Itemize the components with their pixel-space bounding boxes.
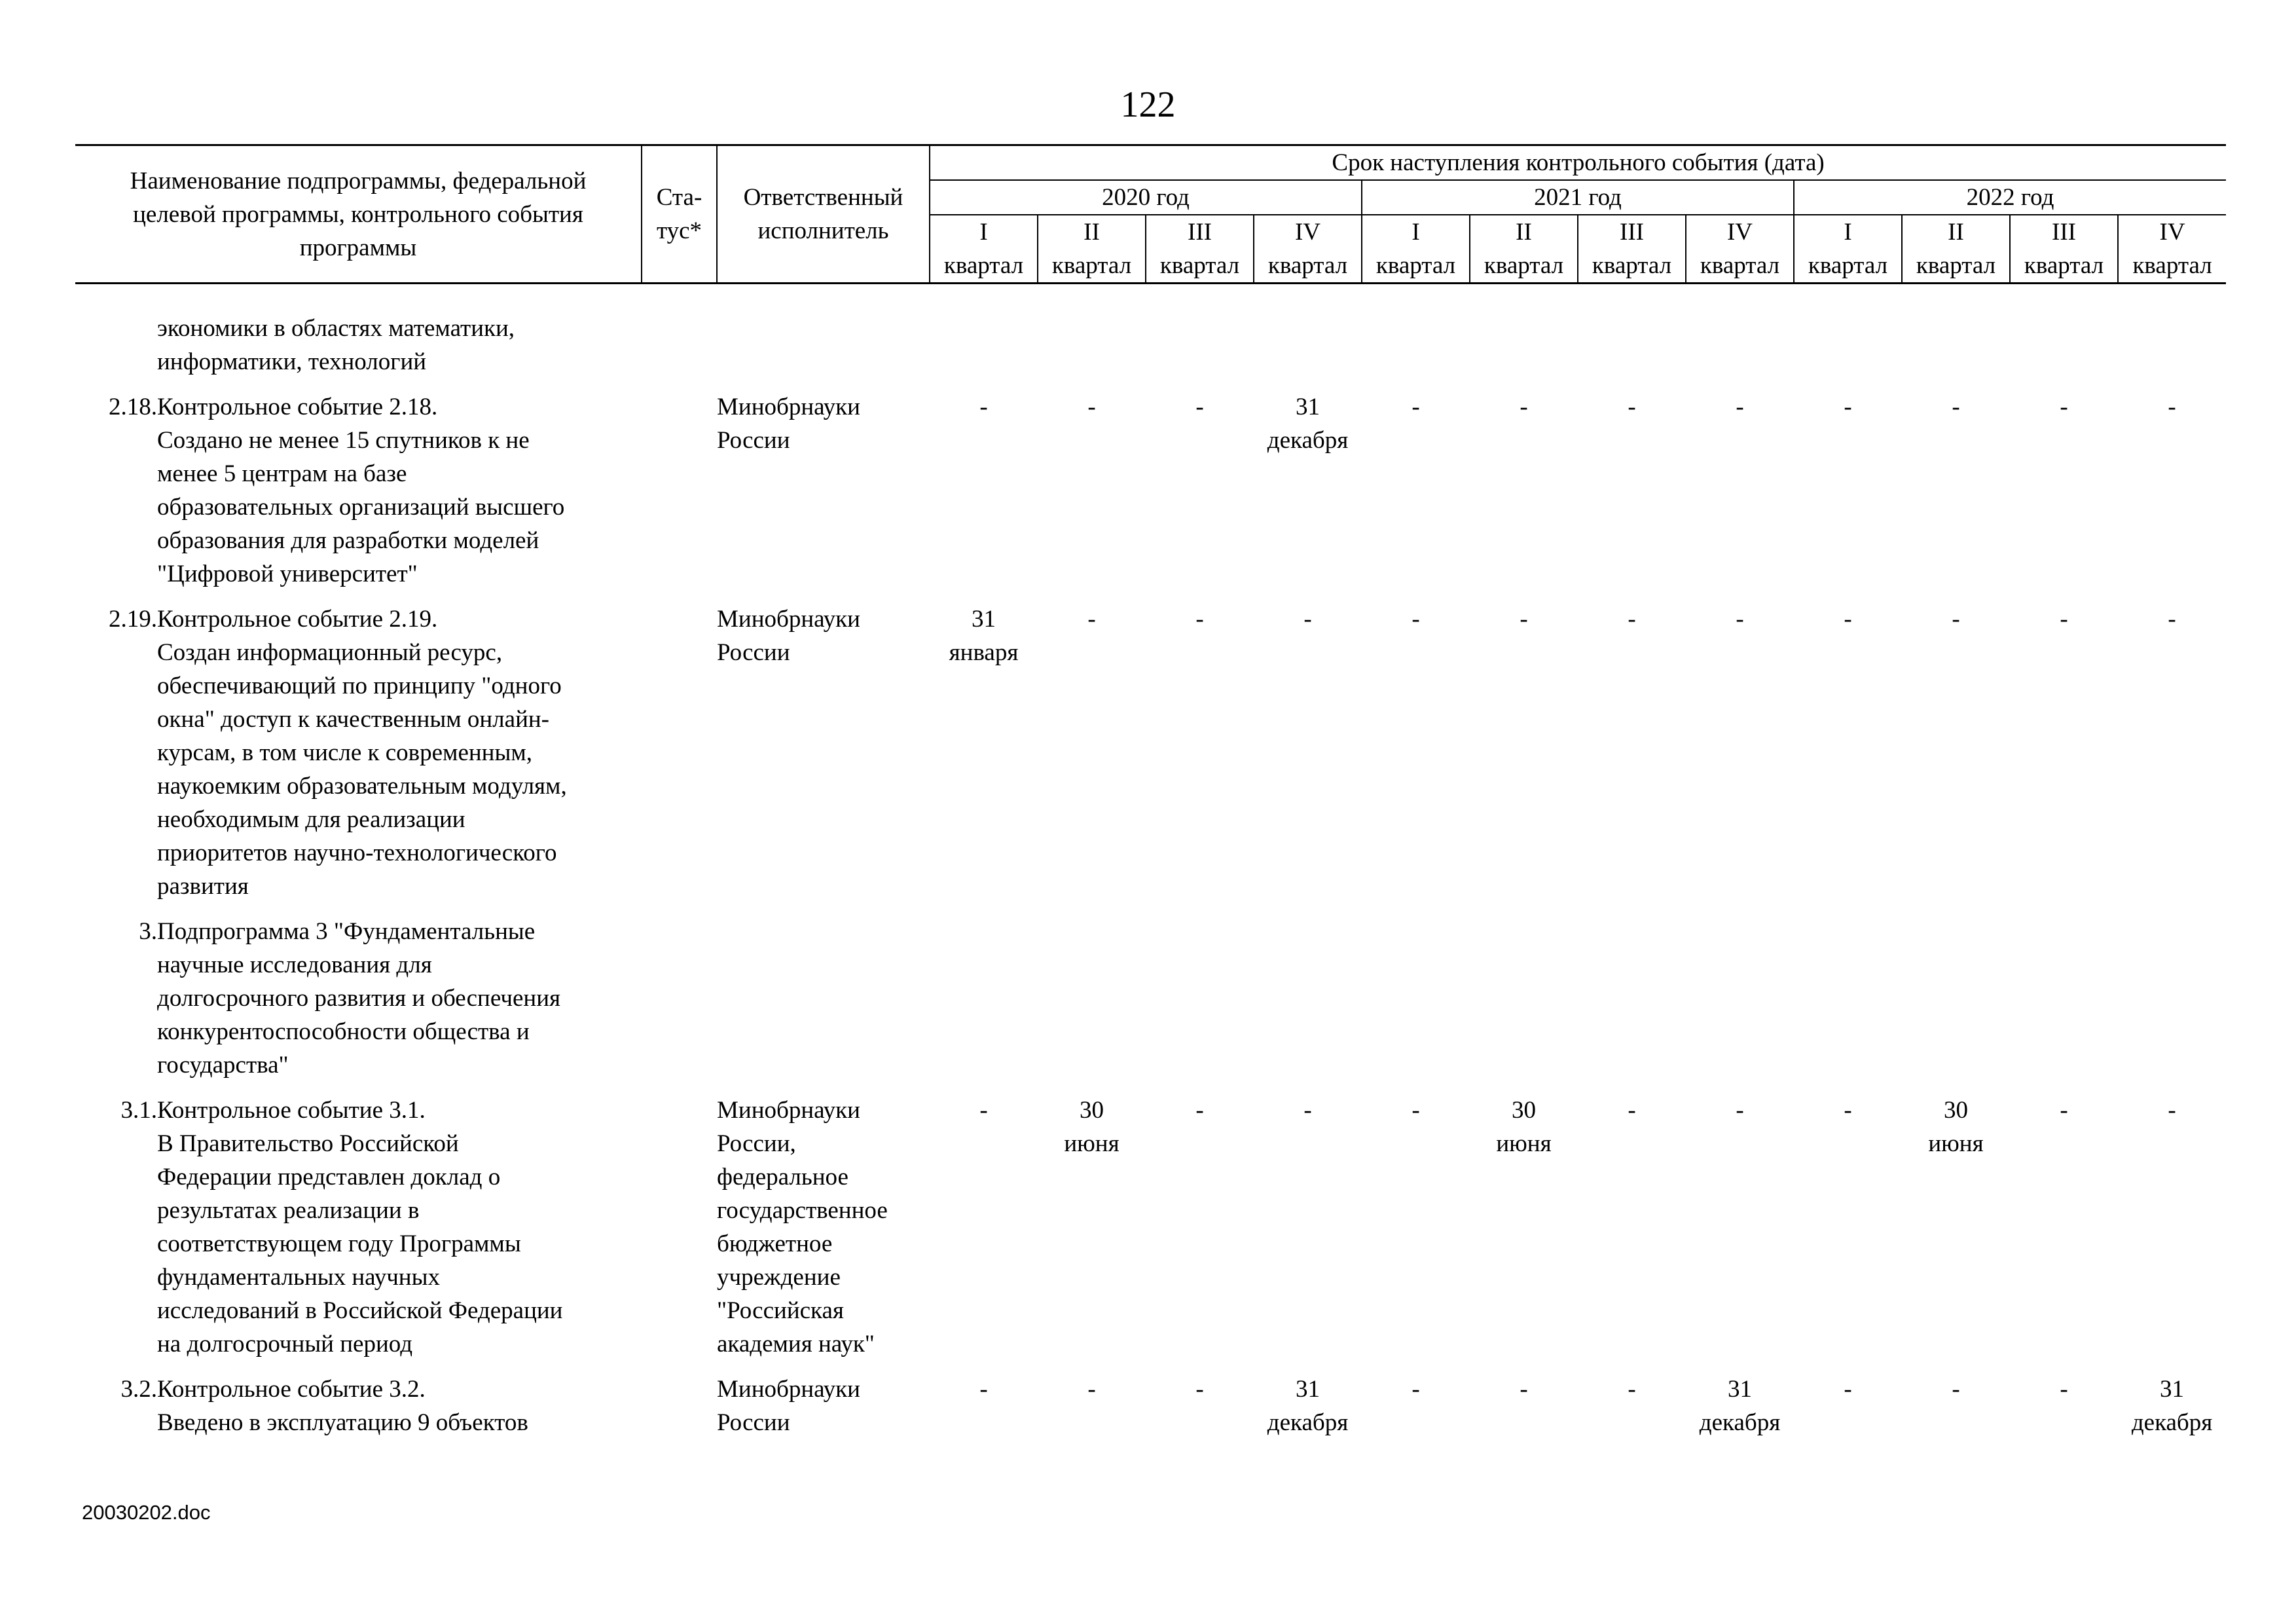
header-quarter-label: квартал bbox=[930, 249, 1038, 284]
quarter-date-cell: 31 декабря bbox=[1267, 1376, 1349, 1436]
header-quarter-label: квартал bbox=[1146, 249, 1254, 284]
quarter-date-cell bbox=[2118, 915, 2226, 1082]
quarter-date-cell: - bbox=[1195, 606, 1204, 633]
name-cell bbox=[75, 915, 642, 1082]
quarter-date-cell: - bbox=[2060, 1097, 2068, 1124]
quarter-date-cell: - bbox=[1195, 1376, 1204, 1403]
header-quarter-numeral: II bbox=[1470, 215, 1578, 249]
quarter-date-cell: - bbox=[2168, 606, 2176, 633]
table-row bbox=[75, 915, 2226, 1082]
quarter-date-cell: - bbox=[1520, 394, 1528, 420]
quarter-date-cell bbox=[1038, 312, 1146, 378]
quarter-date-cell: - bbox=[1844, 606, 1852, 633]
header-quarter-label: квартал bbox=[1794, 249, 1902, 284]
quarter-date-cell bbox=[1578, 312, 1686, 378]
header-quarter-label: квартал bbox=[1578, 249, 1686, 284]
status-cell bbox=[642, 390, 717, 591]
event-name: Контрольное событие 2.19. Создан информационный ресурс, обеспечивающий по принципу "одного окна" доступ к качественным онлайн- курсам, в том числе к современным, наукоемким образовательным модулям, необходимым для реализации приоритетов научно-технологического развития bbox=[157, 606, 567, 900]
quarter-date-cell: - bbox=[1628, 606, 1636, 633]
status-cell bbox=[642, 915, 717, 1082]
status-cell bbox=[642, 1373, 717, 1439]
quarter-date-cell: - bbox=[1087, 394, 1096, 420]
header-year: 2020 год bbox=[930, 180, 1362, 215]
quarter-date-cell: - bbox=[1736, 394, 1744, 420]
quarter-date-cell: - bbox=[1844, 394, 1852, 420]
header-quarter-numeral: I bbox=[930, 215, 1038, 249]
quarter-date-cell: 30 июня bbox=[1928, 1097, 1984, 1157]
quarter-date-cell bbox=[1146, 915, 1254, 1082]
quarter-date-cell bbox=[1578, 915, 1686, 1082]
quarter-date-cell: - bbox=[1736, 606, 1744, 633]
name-cell bbox=[75, 1373, 642, 1439]
quarter-date-cell: 31 декабря bbox=[2131, 1376, 2213, 1436]
quarter-date-cell: - bbox=[1303, 606, 1312, 633]
quarter-date-cell bbox=[1038, 915, 1146, 1082]
executor-cell: Минобрнауки России bbox=[717, 606, 860, 666]
row-number bbox=[75, 312, 157, 378]
quarter-date-cell: - bbox=[2168, 1097, 2176, 1124]
quarter-date-cell: - bbox=[1412, 606, 1420, 633]
quarter-date-cell: - bbox=[1087, 1376, 1096, 1403]
name-cell bbox=[75, 1094, 642, 1361]
quarter-date-cell: 31 января bbox=[949, 606, 1019, 666]
page-number: 122 bbox=[1120, 84, 1176, 125]
quarter-date-cell bbox=[1254, 915, 1362, 1082]
header-quarter-numeral: I bbox=[1362, 215, 1470, 249]
quarter-date-cell: - bbox=[1844, 1097, 1852, 1124]
header-quarter-numeral: IV bbox=[2118, 215, 2226, 249]
quarter-date-cell: - bbox=[1628, 1376, 1636, 1403]
quarter-date-cell: - bbox=[1520, 606, 1528, 633]
quarter-date-cell bbox=[1362, 915, 1470, 1082]
header-quarter-label: квартал bbox=[1902, 249, 2010, 284]
event-name: Контрольное событие 2.18. Создано не менее 15 спутников к не менее 5 центрам на базе образовательных организаций высшего образования для разработки моделей "Цифровой университет" bbox=[157, 394, 565, 587]
quarter-date-cell bbox=[2118, 312, 2226, 378]
header-quarter-label: квартал bbox=[2118, 249, 2226, 284]
quarter-date-cell: - bbox=[1303, 1097, 1312, 1124]
executor-cell: Минобрнауки России, федеральное государственное бюджетное учреждение "Российская академия наук" bbox=[717, 1097, 888, 1357]
header-quarter-label: квартал bbox=[1254, 249, 1362, 284]
quarter-date-cell: - bbox=[1195, 394, 1204, 420]
header-quarter-label: квартал bbox=[2010, 249, 2118, 284]
quarter-date-cell bbox=[1794, 312, 1902, 378]
header-quarter-numeral: III bbox=[2010, 215, 2118, 249]
header-year: 2021 год bbox=[1362, 180, 1794, 215]
header-quarter-numeral: III bbox=[1578, 215, 1686, 249]
quarter-date-cell: - bbox=[2168, 394, 2176, 420]
header-status-column: Ста- тус* bbox=[642, 145, 717, 284]
header-quarter-numeral: IV bbox=[1686, 215, 1794, 249]
footer-filename: 20030202.doc bbox=[82, 1501, 211, 1524]
quarter-date-cell: - bbox=[2060, 1376, 2068, 1403]
quarter-date-cell: - bbox=[1087, 606, 1096, 633]
quarter-date-cell: - bbox=[1952, 1376, 1960, 1403]
event-name: Контрольное событие 3.2. Введено в эксплуатацию 9 объектов bbox=[157, 1376, 528, 1436]
quarter-date-cell: 31 декабря bbox=[1699, 1376, 1781, 1436]
table-row bbox=[75, 1094, 2226, 1361]
quarter-date-cell: - bbox=[1628, 394, 1636, 420]
quarter-date-cell bbox=[1254, 312, 1362, 378]
table-row bbox=[75, 602, 2226, 903]
table-row bbox=[75, 312, 2226, 378]
header-quarter-label: квартал bbox=[1038, 249, 1146, 284]
event-name: Подпрограмма 3 "Фундаментальные научные исследования для долгосрочного развития и обеспечения конкурентоспособности общества и государства" bbox=[157, 918, 561, 1079]
header-quarter-numeral: IV bbox=[1254, 215, 1362, 249]
header-name-column: Наименование подпрограммы, федеральной целевой программы, контрольного события программы bbox=[75, 145, 642, 284]
header-quarter-numeral: III bbox=[1146, 215, 1254, 249]
header-year: 2022 год bbox=[1794, 180, 2226, 215]
name-cell bbox=[75, 602, 642, 903]
event-name: экономики в областях математики, информатики, технологий bbox=[157, 315, 515, 375]
quarter-date-cell: - bbox=[1195, 1097, 1204, 1124]
quarter-date-cell bbox=[930, 312, 1038, 378]
quarter-date-cell: - bbox=[1520, 1376, 1528, 1403]
quarter-date-cell: - bbox=[1952, 606, 1960, 633]
quarter-date-cell bbox=[930, 915, 1038, 1082]
executor-cell: Минобрнауки России bbox=[717, 1376, 860, 1436]
header-period-title: Срок наступления контрольного события (дата) bbox=[930, 145, 2226, 181]
quarter-date-cell: 30 июня bbox=[1064, 1097, 1120, 1157]
quarter-date-cell: - bbox=[1952, 394, 1960, 420]
row-number: 2.18. bbox=[109, 394, 157, 420]
quarter-date-cell: - bbox=[2060, 606, 2068, 633]
row-number: 3. bbox=[139, 918, 157, 945]
quarter-date-cell: - bbox=[1736, 1097, 1744, 1124]
quarter-date-cell: - bbox=[1412, 1376, 1420, 1403]
quarter-date-cell: - bbox=[1628, 1097, 1636, 1124]
quarter-date-cell bbox=[1902, 312, 2010, 378]
header-executor-column: Ответственный исполнитель bbox=[717, 145, 930, 284]
event-name: Контрольное событие 3.1. В Правительство Российской Федерации представлен доклад о результатах реализации в соответствующем году Программы фундаментальных научных исследований в Российской Федерации на долгосрочный период bbox=[157, 1097, 563, 1357]
quarter-date-cell bbox=[1902, 915, 2010, 1082]
row-number: 3.1. bbox=[120, 1097, 157, 1124]
table-row bbox=[75, 1373, 2226, 1439]
quarter-date-cell: - bbox=[979, 1097, 988, 1124]
quarter-date-cell bbox=[1794, 915, 1902, 1082]
status-cell bbox=[642, 1094, 717, 1361]
quarter-date-cell bbox=[2010, 915, 2118, 1082]
status-cell bbox=[642, 602, 717, 903]
quarter-date-cell bbox=[1686, 312, 1794, 378]
header-quarter-label: квартал bbox=[1686, 249, 1794, 284]
quarter-date-cell bbox=[1470, 915, 1578, 1082]
status-cell bbox=[642, 312, 717, 378]
executor-cell: Минобрнауки России bbox=[717, 394, 860, 454]
quarter-date-cell bbox=[1686, 915, 1794, 1082]
name-cell bbox=[75, 312, 642, 378]
quarter-date-cell bbox=[1470, 312, 1578, 378]
header-quarter-label: квартал bbox=[1362, 249, 1470, 284]
quarter-date-cell: - bbox=[1412, 394, 1420, 420]
quarter-date-cell: - bbox=[1844, 1376, 1852, 1403]
executor-cell bbox=[717, 312, 930, 378]
quarter-date-cell: - bbox=[979, 1376, 988, 1403]
header-quarter-numeral: I bbox=[1794, 215, 1902, 249]
header-quarter-numeral: II bbox=[1038, 215, 1146, 249]
quarter-date-cell bbox=[1146, 312, 1254, 378]
control-events-table bbox=[75, 144, 2226, 1451]
quarter-date-cell: - bbox=[1412, 1097, 1420, 1124]
header-quarter-label: квартал bbox=[1470, 249, 1578, 284]
quarter-date-cell bbox=[1362, 312, 1470, 378]
quarter-date-cell bbox=[2010, 312, 2118, 378]
quarter-date-cell: 31 декабря bbox=[1267, 394, 1349, 454]
table-row bbox=[75, 390, 2226, 591]
quarter-date-cell: - bbox=[979, 394, 988, 420]
name-cell bbox=[75, 390, 642, 591]
executor-cell bbox=[717, 915, 930, 1082]
quarter-date-cell: 30 июня bbox=[1496, 1097, 1552, 1157]
quarter-date-cell: - bbox=[2060, 394, 2068, 420]
header-quarter-numeral: II bbox=[1902, 215, 2010, 249]
row-number: 3.2. bbox=[120, 1376, 157, 1403]
row-number: 2.19. bbox=[109, 606, 157, 633]
